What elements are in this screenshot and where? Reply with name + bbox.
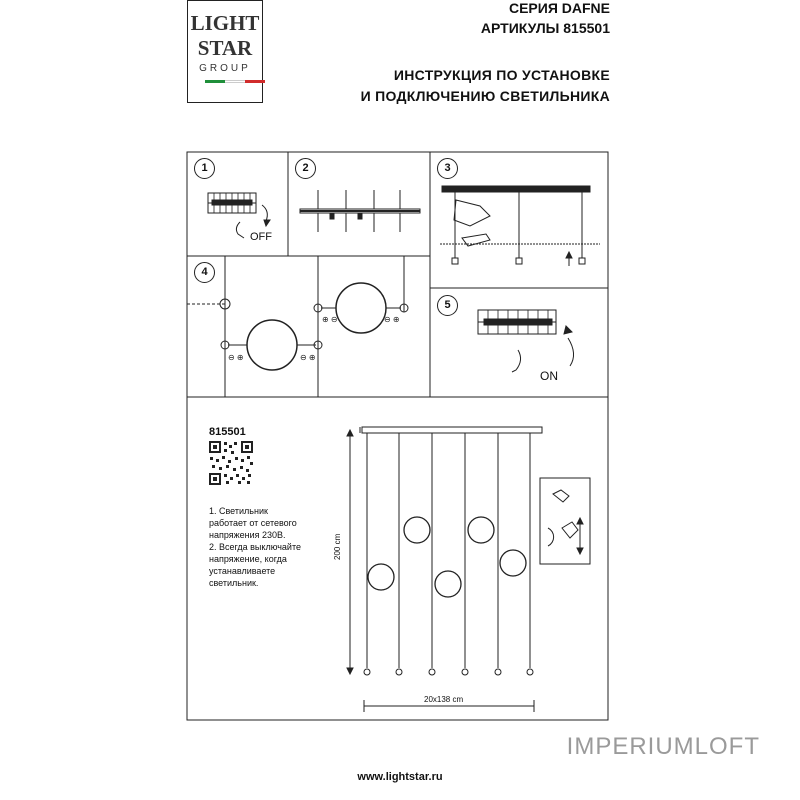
svg-text:⊖ ⊕: ⊖ ⊕ <box>300 353 316 362</box>
step-badge-5: 5 <box>437 295 458 316</box>
series-title: СЕРИЯ DAFNE <box>508 0 610 16</box>
step-badge-1: 1 <box>194 158 215 179</box>
svg-text:⊖ ⊕: ⊖ ⊕ <box>228 353 244 362</box>
note-line: 1. Светильник <box>209 506 268 516</box>
note-line: напряжение, когда <box>209 554 287 564</box>
breaker-on-illustration <box>478 310 574 372</box>
product-drawing <box>347 427 590 712</box>
svg-text:⊕ ⊖: ⊕ ⊖ <box>322 315 338 324</box>
note-line: работает от сетевого <box>209 518 297 528</box>
width-dimension-label: 20x138 cm <box>424 695 464 704</box>
mounting-plate-illustration <box>300 190 420 232</box>
logo-text-line2: STAR <box>197 36 253 60</box>
step-badge-3: 3 <box>437 158 458 179</box>
article-number: 815501 <box>209 426 246 438</box>
note-line: 2. Всегда выключайте <box>209 542 301 552</box>
note-line: устанавливаете <box>209 566 276 576</box>
note-line: светильник. <box>209 578 259 588</box>
safety-notes <box>209 505 329 589</box>
website-link[interactable]: www.lightstar.ru <box>357 771 443 783</box>
watermark: IMPERIUMLOFT <box>566 733 760 760</box>
note-line: напряжения 230В. <box>209 530 286 540</box>
logo-text-line3: GROUP <box>199 63 251 74</box>
instruction-title-line2: И ПОДКЛЮЧЕНИЮ СВЕТИЛЬНИКА <box>360 88 610 104</box>
step-badge-4: 4 <box>194 262 215 283</box>
canopy-connect-illustration <box>440 186 600 266</box>
instruction-title-line1: ИНСТРУКЦИЯ ПО УСТАНОВКЕ <box>393 67 610 83</box>
qr-code <box>209 441 253 485</box>
svg-text:⊖ ⊕: ⊖ ⊕ <box>384 315 400 324</box>
suspension-adjust-illustration <box>187 256 408 397</box>
on-label: ON <box>540 369 558 383</box>
off-label: OFF <box>250 231 272 243</box>
height-dimension-label: 200 cm <box>333 533 342 560</box>
step-badge-2: 2 <box>295 158 316 179</box>
article-title: АРТИКУЛЫ 815501 <box>480 20 610 36</box>
logo-text-line1: LIGHT <box>190 11 260 35</box>
